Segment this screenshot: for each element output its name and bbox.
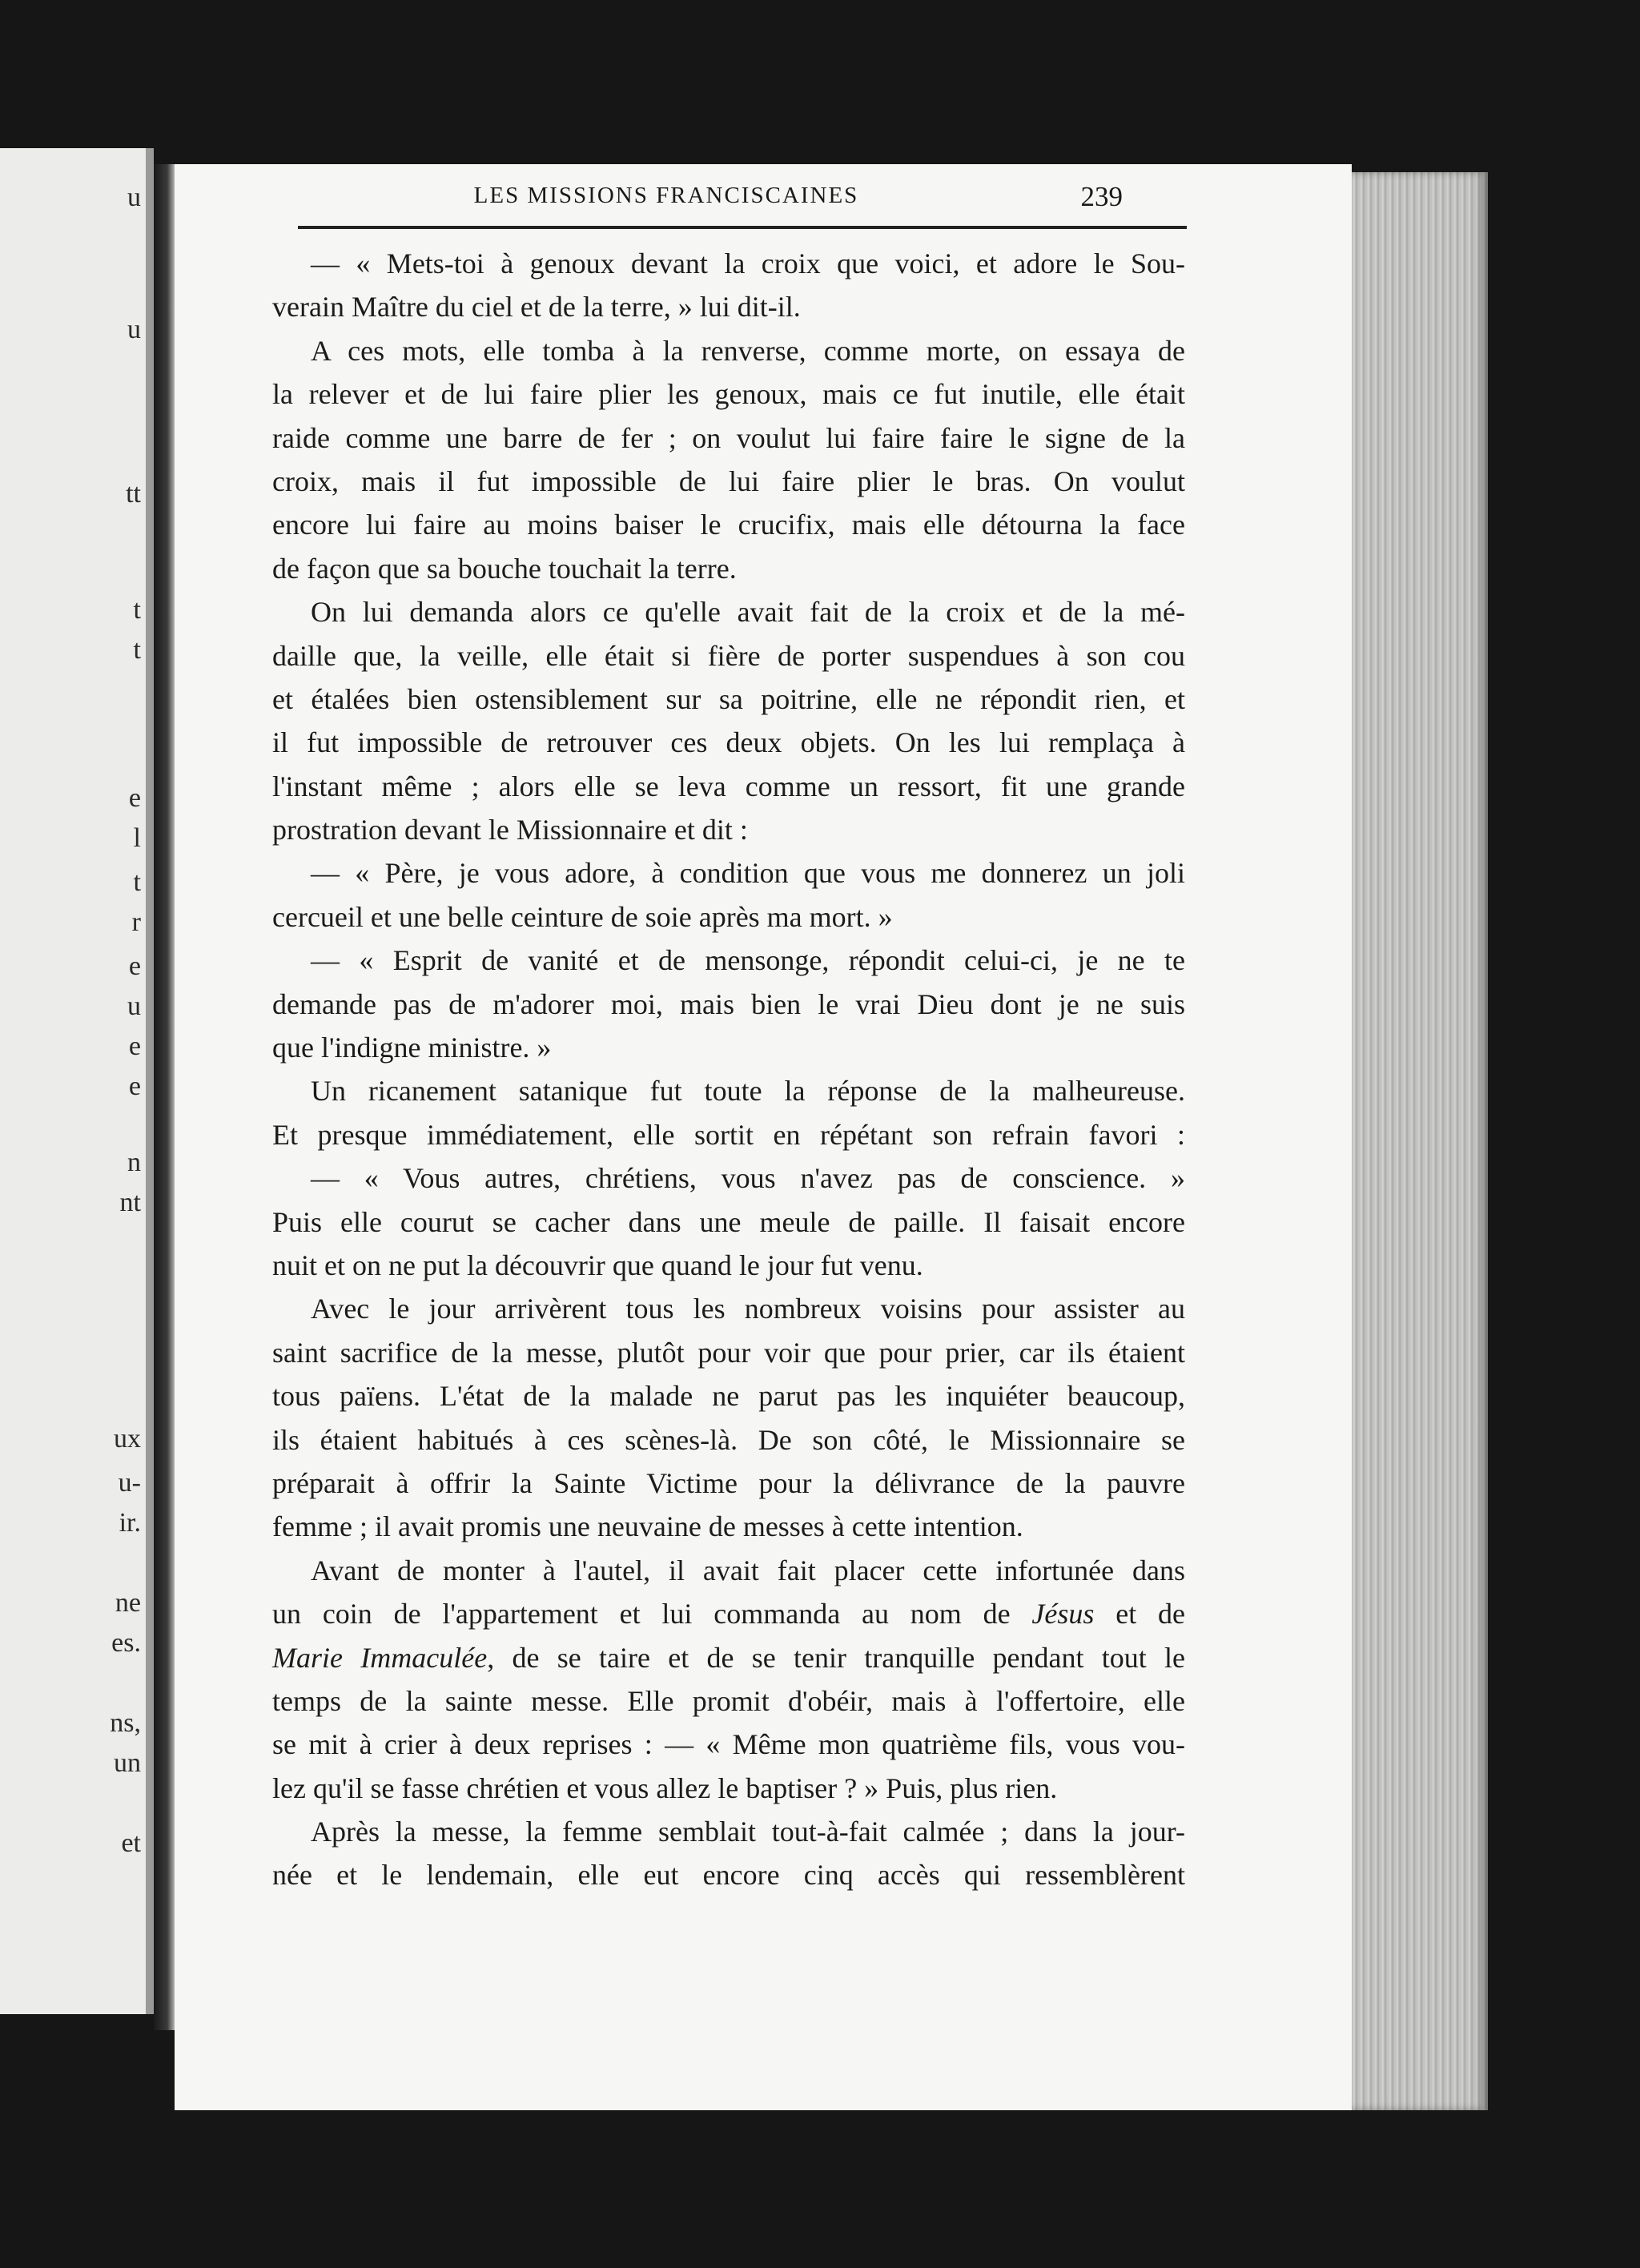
previous-page-fragment: e xyxy=(128,1072,141,1101)
text-line: cercueil et une belle ceinture de soie après ma mort. » xyxy=(272,900,893,933)
text-line-with-italic xyxy=(272,1592,1185,1635)
previous-page-fragment: t xyxy=(133,595,141,625)
text-line: raide comme une barre de fer ; on voulut lui faire faire le signe de la xyxy=(272,421,1185,454)
previous-page-fragment: e xyxy=(128,1031,141,1061)
text-line: A ces mots, elle tomba à la renverse, comme morte, on essaya de xyxy=(311,334,1185,367)
text-segment: un coin de l'appartement et lui commanda au nom de xyxy=(272,1598,1011,1631)
text-line: Avec le jour arrivèrent tous les nombreux voisins pour assister au xyxy=(311,1293,1185,1325)
text-line: Après la messe, la femme semblait tout-à-fait calmée ; dans la jour- xyxy=(311,1816,1185,1848)
running-head xyxy=(298,181,1123,221)
text-line: préparait à offrir la Sainte Victime pour la délivrance de la pauvre xyxy=(272,1466,1185,1499)
page-edges xyxy=(1352,172,1488,2110)
text-line: croix, mais il fut impossible de lui faire plier le bras. On voulut xyxy=(272,464,1185,497)
text-line: femme ; il avait promis une neuvaine de messes à cette intention. xyxy=(272,1510,1023,1543)
text-line: encore lui faire au moins baiser le crucifix, mais elle détourna la face xyxy=(272,509,1185,541)
running-title: LES MISSIONS FRANCISCAINES xyxy=(473,183,859,208)
previous-page-fragment: tt xyxy=(126,479,141,509)
page-number: 239 xyxy=(1080,181,1123,212)
text-line: — « Vous autres, chrétiens, vous n'avez pas de conscience. » xyxy=(311,1162,1185,1195)
previous-page-fragment: u xyxy=(127,183,141,212)
previous-page-fragment: u xyxy=(127,991,141,1021)
italic-name-marie: Marie Immaculée xyxy=(272,1641,488,1674)
text-line: lez qu'il se fasse chrétien et vous allez le baptiser ? » Puis, plus rien. xyxy=(272,1771,1058,1804)
text-line: demande pas de m'adorer moi, mais bien le vrai Dieu dont je ne suis xyxy=(272,987,1185,1020)
previous-page-fragment: l xyxy=(133,823,141,853)
text-line: Puis elle courut se cacher dans une meule de paille. Il faisait encore xyxy=(272,1205,1185,1238)
text-line: verain Maître du ciel et de la terre, » lui dit-il. xyxy=(272,291,801,324)
previous-page-fragment: r xyxy=(131,907,141,937)
previous-page-fragment: u xyxy=(127,315,141,344)
text-line: Un ricanement satanique fut toute la réponse de la malheureuse. xyxy=(311,1075,1185,1108)
text-line: prostration devant le Missionnaire et dit : xyxy=(272,814,748,846)
previous-page-fragment: e xyxy=(128,951,141,981)
text-line: Et presque immédiatement, elle sortit en répétant son refrain favori : xyxy=(272,1118,1185,1151)
text-line: daille que, la veille, elle était si fière de porter suspendues à son cou xyxy=(272,639,1185,672)
previous-page xyxy=(0,148,154,2014)
text-line: se mit à crier à deux reprises : — « Même mon quatrième fils, vous vou- xyxy=(272,1728,1185,1761)
text-line: nuit et on ne put la découvrir que quand le jour fut venu. xyxy=(272,1249,923,1281)
text-line: et étalées bien ostensiblement sur sa poitrine, elle ne répondit rien, et xyxy=(272,682,1185,715)
previous-page-fragment: un xyxy=(114,1748,141,1778)
header-rule xyxy=(298,226,1187,229)
text-line: de façon que sa bouche touchait la terre. xyxy=(272,552,737,585)
text-line-with-italic xyxy=(272,1636,1185,1679)
text-line: — « Mets-toi à genoux devant la croix que voici, et adore le Sou- xyxy=(311,247,1185,279)
text-line: l'instant même ; alors elle se leva comme un ressort, fit une grande xyxy=(272,770,1185,802)
text-line: saint sacrifice de la messe, plutôt pour voir que pour prier, car ils étaient xyxy=(272,1336,1185,1369)
previous-page-fragment: et xyxy=(121,1828,141,1858)
book-gutter xyxy=(154,164,176,2030)
body-text xyxy=(272,242,1185,1897)
text-line: temps de la sainte messe. Elle promit d'obéir, mais à l'offertoire, elle xyxy=(272,1684,1185,1717)
text-line: née et le lendemain, elle eut encore cinq accès qui ressemblèrent xyxy=(272,1859,1185,1892)
text-line: il fut impossible de retrouver ces deux objets. On les lui remplaça à xyxy=(272,726,1185,759)
text-line: tous païens. L'état de la malade ne parut pas les inquiéter beaucoup, xyxy=(272,1380,1185,1413)
previous-page-fragment: n xyxy=(127,1148,141,1177)
previous-page-fragment: t xyxy=(133,635,141,665)
previous-page-fragment: u- xyxy=(118,1468,141,1498)
previous-page-fragment: nt xyxy=(119,1188,141,1217)
text-line: ils étaient habitués à ces scènes-là. De son côté, le Missionnaire se xyxy=(272,1423,1185,1456)
text-segment: et de xyxy=(1115,1598,1186,1631)
previous-page-fragment: ns, xyxy=(110,1708,141,1738)
previous-page-fragment: ux xyxy=(114,1424,141,1454)
text-line: Avant de monter à l'autel, il avait fait placer cette infortunée dans xyxy=(311,1554,1185,1586)
text-line: la relever et de lui faire plier les genoux, mais ce fut inutile, elle était xyxy=(272,378,1185,411)
previous-page-fragment: t xyxy=(133,867,141,897)
previous-page-fragment: ir. xyxy=(119,1508,141,1538)
text-segment: , de se taire et de se tenir tranquille pendant tout le xyxy=(487,1641,1185,1674)
text-line: — « Père, je vous adore, à condition que vous me donnerez un joli xyxy=(311,857,1185,890)
text-line: — « Esprit de vanité et de mensonge, répondit celui-ci, je ne te xyxy=(311,944,1185,977)
previous-page-fragment: es. xyxy=(111,1628,141,1658)
previous-page-fragment: ne xyxy=(115,1588,141,1618)
text-line: On lui demanda alors ce qu'elle avait fait de la croix et de la mé- xyxy=(311,596,1185,629)
previous-page-fragment: e xyxy=(128,783,141,813)
italic-name-jesus: Jésus xyxy=(1031,1598,1095,1631)
text-line: que l'indigne ministre. » xyxy=(272,1031,552,1064)
